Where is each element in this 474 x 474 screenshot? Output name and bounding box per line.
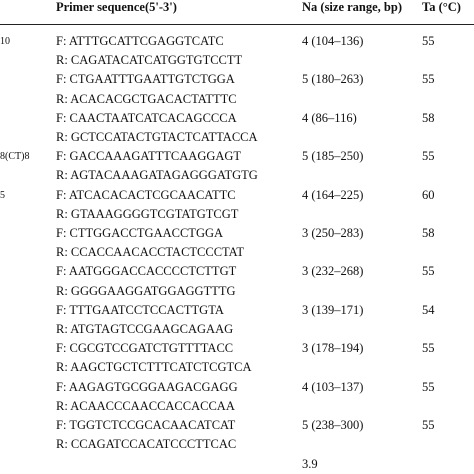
ta-cell: 54 <box>422 302 435 317</box>
na-size-range-cell: 4 (86–116) <box>302 110 357 125</box>
primer-sequence-cell: R: ATGTAGTCCGAAGCAGAAG <box>56 322 234 336</box>
primer-sequence-cell: F: CTGAATTTGAATTGTCTGGA <box>56 72 235 87</box>
ta-cell: 55 <box>422 264 435 279</box>
repeat-motif-cell: 8(CT)8 <box>0 151 30 163</box>
primer-sequence-cell: F: TGGTCTCCGCACAACATCAT <box>56 418 236 432</box>
table-row <box>0 243 474 262</box>
ta-cell: 58 <box>422 226 435 240</box>
na-size-range-cell: 4 (103–137) <box>302 379 364 394</box>
primer-sequence-cell: F: ATCACACACTCGCAACATTC <box>56 187 236 202</box>
na-size-range-cell: 3 (232–268) <box>302 264 364 279</box>
table-row <box>0 128 474 147</box>
ta-cell: 55 <box>422 72 435 87</box>
table-row <box>0 224 474 243</box>
primer-sequence-cell: F: ATTTGCATTCGAGGTCATC <box>56 34 224 48</box>
primer-sequence-cell: F: AAGAGTGCGGAAGACGAGG <box>56 379 238 394</box>
header-ta: Ta (°C) <box>422 0 461 14</box>
primer-sequence-cell: R: ACAACCCAACCACCACCAA <box>56 398 235 413</box>
repeat-motif-cell: 10 <box>0 36 10 47</box>
table-row <box>0 378 474 397</box>
primer-sequence-cell: R: CCACCAACACCTACTCCCTAT <box>56 245 244 260</box>
ta-cell: 55 <box>422 341 435 356</box>
primer-sequence-cell: R: CAGATACATCATGGTGTCCTT <box>56 53 243 68</box>
header-rule <box>0 24 474 25</box>
ta-cell: 55 <box>422 379 435 394</box>
primer-sequence-cell: F: CGCGTCCGATCTGTTTTACC <box>56 341 234 356</box>
table-row <box>0 109 474 128</box>
table-row <box>0 205 474 224</box>
primer-sequence-cell: R: ACACACGCTGACACTATTTC <box>56 91 237 106</box>
primer-sequence-cell: R: GGGGAAGGATGGAGGTTTG <box>56 283 236 298</box>
primer-sequence-cell: R: GTAAAGGGGTCGTATGTCGT <box>56 206 239 221</box>
ta-cell: 55 <box>422 149 435 164</box>
table-row <box>0 166 474 185</box>
na-size-range-cell: 4 (164–225) <box>302 187 364 202</box>
ta-cell: 55 <box>422 34 435 48</box>
table-row <box>0 339 474 358</box>
table-row <box>0 32 474 51</box>
primer-sequence-cell: R: AGTACAAAGATAGAGGGATGTG <box>56 168 258 183</box>
ta-cell: 60 <box>422 187 435 202</box>
table-row <box>0 282 474 301</box>
ta-cell: 55 <box>422 418 435 432</box>
table-row <box>0 262 474 281</box>
na-size-range-cell: 3 (178–194) <box>302 341 364 356</box>
table-row <box>0 358 474 377</box>
table-row <box>0 147 474 166</box>
primer-sequence-cell: F: TTTGAATCCTCCACTTGTA <box>56 302 224 317</box>
table-row <box>0 70 474 89</box>
primer-sequence-cell: F: AATGGGACCACCCCTCTTGT <box>56 264 237 279</box>
table-row <box>0 51 474 70</box>
na-size-range-cell: 5 (238–300) <box>302 418 364 432</box>
table-row <box>0 186 474 205</box>
table-row <box>0 397 474 416</box>
na-size-range-cell: 3 (139–171) <box>302 302 364 317</box>
table-row <box>0 435 474 454</box>
primer-sequence-cell: F: CAACTAATCATCACAGCCCA <box>56 110 237 125</box>
primer-sequence-cell: R: CCAGATCCACATCCCTTCAC <box>56 437 237 452</box>
table-row <box>0 416 474 435</box>
primer-sequence-cell: R: AAGCTGCTCTTTCATCTCGTCA <box>56 360 252 375</box>
ta-cell: 58 <box>422 110 435 125</box>
primer-sequence-cell: R: GCTCCATACTGTACTCATTACCA <box>56 130 258 144</box>
table-row <box>0 90 474 109</box>
header-na-size-range: Na (size range, bp) <box>302 0 402 14</box>
primer-sequence-cell: F: GACCAAAGATTTCAAGGAGT <box>56 149 242 164</box>
na-size-range-cell: 3 (250–283) <box>302 226 364 240</box>
header-primer-sequence: Primer sequence(5'-3') <box>56 0 177 14</box>
table-row <box>0 320 474 339</box>
footer-mean-na: 3.9 <box>302 457 318 471</box>
na-size-range-cell: 4 (104–136) <box>302 34 364 48</box>
na-size-range-cell: 5 (180–263) <box>302 72 364 87</box>
na-size-range-cell: 5 (185–250) <box>302 149 364 164</box>
repeat-motif-cell: 5 <box>0 189 5 201</box>
primer-sequence-cell: F: CTTGGACCTGAACCTGGA <box>56 226 224 240</box>
table-row <box>0 301 474 320</box>
